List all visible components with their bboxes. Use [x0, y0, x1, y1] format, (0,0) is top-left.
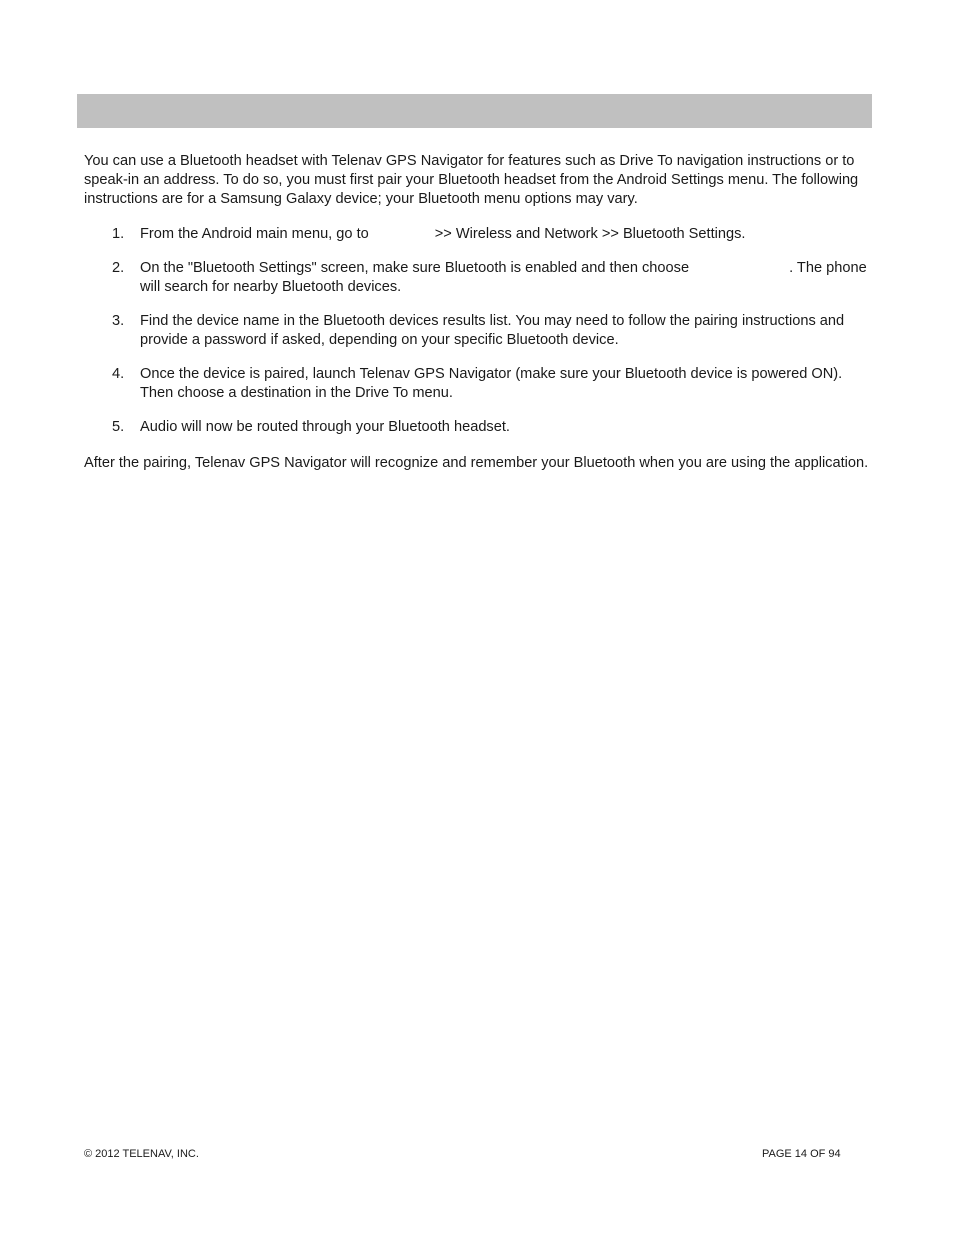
step-number: 1. [112, 226, 125, 242]
step-4 [84, 365, 874, 403]
step-text: Audio will now be routed through your Bluetooth headset. [140, 419, 510, 435]
step-text: Once the device is paired, launch Telenav GPS Navigator (make sure your Bluetooth device is powered ON). Then choose a destination in the Drive To menu. [140, 366, 843, 401]
step-text-before: From the Android main menu, go to [140, 226, 369, 242]
step-2 [84, 259, 874, 297]
footer-copyright: © 2012 TELENAV, INC. [84, 1148, 199, 1160]
step-1 [84, 225, 874, 244]
step-text-before: On the "Bluetooth Settings" screen, make sure Bluetooth is enabled and then choose [140, 260, 690, 276]
step-text: Find the device name in the Bluetooth devices results list. You may need to follow the pairing instructions and provide a password if asked, depending on your specific Bluetooth device. [140, 313, 845, 348]
intro-paragraph: You can use a Bluetooth headset with Telenav GPS Navigator for features such as Drive To navigation instructions or to speak-in an address. To do so, you must first pair your Bluetooth headset from the Android Settings menu. The following instructions are for a Samsung Galaxy device; your Bluetooth menu options may vary. [84, 153, 859, 207]
instruction-steps [84, 225, 874, 437]
closing-paragraph: After the pairing, Telenav GPS Navigator will recognize and remember your Bluetooth when you are using the application. [84, 455, 869, 471]
footer-page-number: PAGE 14 OF 94 [762, 1148, 841, 1160]
step-number: 3. [112, 313, 125, 329]
step-5 [84, 418, 874, 437]
page-content [84, 152, 874, 473]
step-number: 2. [112, 260, 125, 276]
step-number: 5. [112, 419, 125, 435]
step-number: 4. [112, 366, 125, 382]
step-text-after: . The phone will search for nearby Bluetooth devices. [140, 260, 867, 295]
section-header-bar [77, 94, 872, 128]
step-3 [84, 312, 874, 350]
step-text-after: >> Wireless and Network >> Bluetooth Settings. [434, 226, 746, 242]
